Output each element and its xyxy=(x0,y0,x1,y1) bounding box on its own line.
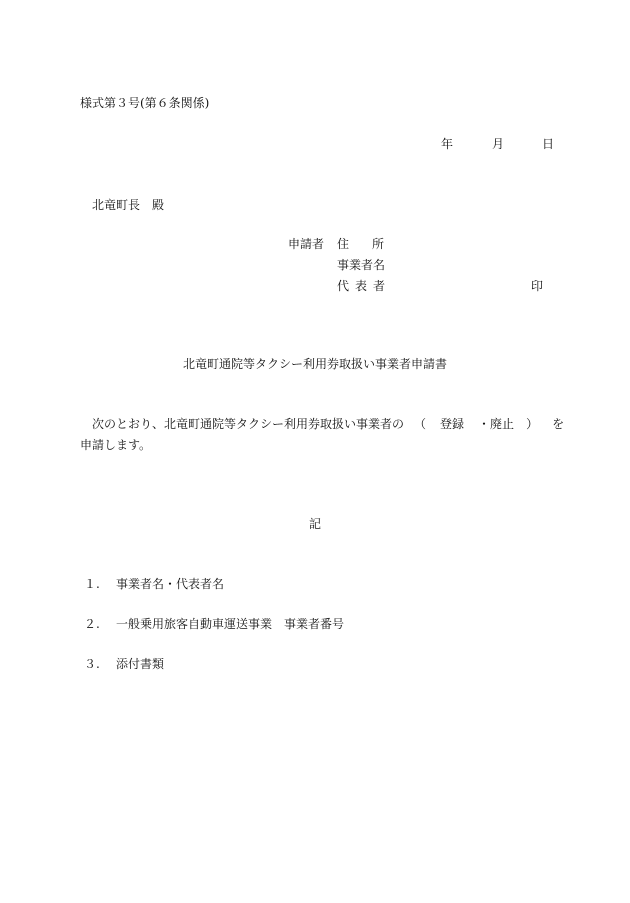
address-label-char-1: 住 xyxy=(337,237,350,251)
paren-close: ） xyxy=(526,417,539,431)
applicant-label: 申請者 xyxy=(288,237,325,251)
body-particle: を xyxy=(552,417,565,431)
option-abolish: ・廃止 xyxy=(478,417,515,431)
representative-field-label xyxy=(337,280,385,292)
address-field-label xyxy=(337,238,384,250)
paren-open: （ xyxy=(414,417,427,431)
body-text-line-2: 申請します。 xyxy=(80,438,152,452)
date-month-label: 月 xyxy=(492,137,505,151)
body-text-line-1 xyxy=(92,418,564,430)
option-register: 登録 xyxy=(440,417,465,431)
addressee-name: 北竜町長 xyxy=(92,198,141,212)
list-item-label-secondary: 事業者番号 xyxy=(284,617,345,631)
representative-label-char-2: 表 xyxy=(355,279,368,293)
address-label-char-2: 所 xyxy=(372,237,385,251)
list-item-number: ３. xyxy=(84,657,100,671)
body-text-main: 次のとおり、北竜町通院等タクシー利用券取扱い事業者の xyxy=(92,417,405,431)
date-row xyxy=(441,138,554,150)
list-item-label: 事業者名・代表者名 xyxy=(116,577,225,591)
date-day-label: 日 xyxy=(542,137,555,151)
list-item xyxy=(84,618,344,630)
business-name-field-label: 事業者名 xyxy=(337,258,386,272)
date-year-label: 年 xyxy=(441,137,454,151)
list-item xyxy=(84,578,224,590)
addressee xyxy=(92,199,164,211)
ki-heading: 記 xyxy=(308,517,321,531)
list-item-label: 一般乗用旅客自動車運送事業 xyxy=(116,617,273,631)
list-item-number: １. xyxy=(84,577,100,591)
seal-mark: 印 xyxy=(531,279,544,293)
addressee-honorific: 殿 xyxy=(152,198,165,212)
representative-label-char-3: 者 xyxy=(373,279,386,293)
representative-label-char-1: 代 xyxy=(337,279,350,293)
form-number: 様式第３号(第６条関係) xyxy=(80,96,210,110)
list-item-label: 添付書類 xyxy=(116,657,165,671)
list-item xyxy=(84,658,164,670)
document-title: 北竜町通院等タクシー利用券取扱い事業者申請書 xyxy=(182,357,447,371)
list-item-number: ２. xyxy=(84,617,100,631)
